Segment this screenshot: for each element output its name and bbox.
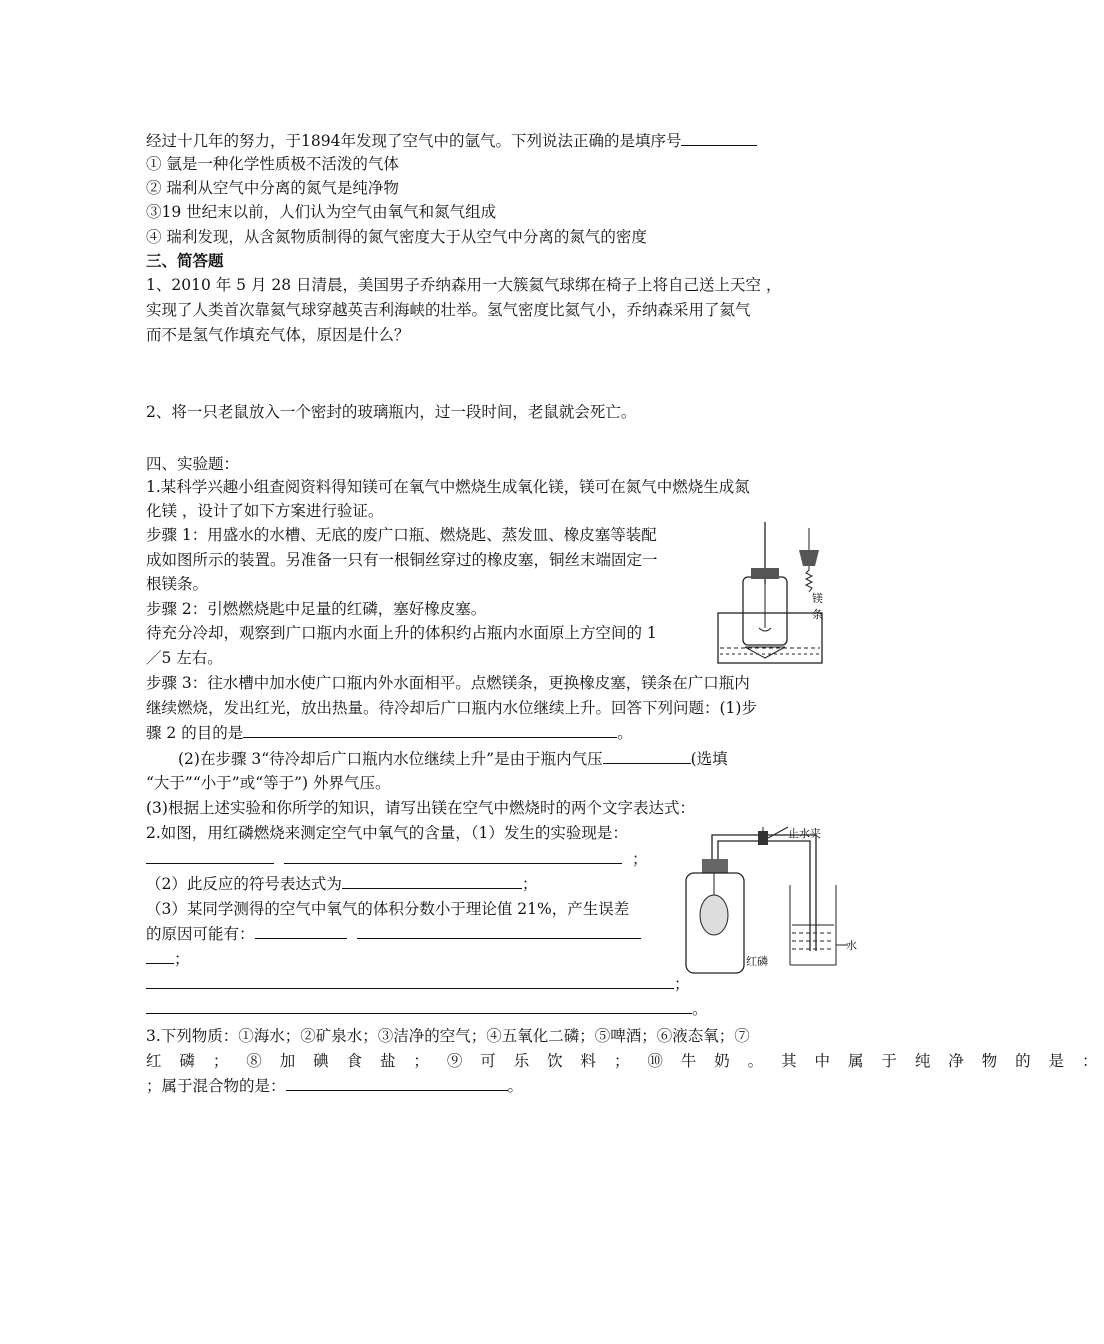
question-line: (3)根据上述实验和你所学的知识，请写出镁在空气中燃烧时的两个文字表达式：: [146, 799, 695, 817]
answer-blank[interactable]: [342, 874, 522, 889]
answer-blank[interactable]: [603, 749, 691, 764]
phosphorus-apparatus-figure: [676, 825, 856, 985]
question-line: ；: [146, 949, 190, 969]
question-line: 骤 2 的目的是 。: [146, 724, 633, 742]
option-3: ③19 世纪末以前，人们认为空气由氧气和氮气组成: [146, 203, 497, 221]
figure-label: 镁条: [812, 592, 823, 621]
answer-blank[interactable]: [146, 849, 274, 864]
question-line: 步骤 3：往水槽中加水使广口瓶内外水面相平。点燃镁条，更换橡皮塞，镁条在广口瓶内: [146, 674, 750, 692]
answer-blank[interactable]: [255, 924, 347, 939]
section-heading: 四、实验题：: [146, 455, 240, 473]
answer-blank[interactable]: [146, 999, 692, 1014]
question-line: 经过十几年的努力，于1894年发现了空气中的氩气。下列说法正确的是填序号: [146, 131, 757, 151]
answer-blank[interactable]: [681, 131, 757, 146]
question-line: 继续燃烧，发出红光，放出热量。待冷却后广口瓶内水位继续上升。回答下列问题：(1)步: [146, 699, 757, 717]
figure-label: 水: [846, 939, 857, 952]
question-line: 2.如图，用红磷燃烧来测定空气中氧气的含量，（1）发生的实验现是：: [146, 824, 628, 842]
question-line: ；属于混合物的是： 。: [146, 1077, 524, 1095]
answer-blank[interactable]: [243, 723, 617, 738]
question-line: ／5 左右。: [146, 649, 223, 667]
option-1: ① 氩是一种化学性质极不活泼的气体: [146, 155, 399, 173]
option-2: ② 瑞利从空气中分离的氮气是纯净物: [146, 179, 399, 197]
question-line: 待充分冷却，观察到广口瓶内水面上升的体积约占瓶内水面原上方空间的 1: [146, 624, 657, 642]
answer-blank[interactable]: [146, 949, 174, 964]
question-line: 红 磷 ； ⑧ 加 碘 食 盐 ； ⑨ 可 乐 饮 料 ； ⑩ 牛 奶 。 其 中 属 于 纯 净 物 的 是 ：: [146, 1052, 1104, 1070]
question-line: ；: [146, 974, 690, 994]
magnesium-apparatus-figure: [715, 520, 827, 670]
question-line: （2）此反应的符号表达式为 ；: [146, 875, 538, 893]
question-line: 步骤 2：引燃燃烧匙中足量的红磷，塞好橡皮塞。: [146, 600, 487, 618]
section-heading: 三、简答题: [146, 251, 224, 270]
option-4: ④ 瑞利发现，从含氮物质制得的氮气密度大于从空气中分离的氮气的密度: [146, 228, 647, 246]
question-line: (2)在步骤 3“待冷却后广口瓶内水位继续上升”是由于瓶内气压 (选填: [178, 750, 728, 768]
question-line: 的原因可能有：: [146, 924, 641, 944]
question-line: 1.某科学兴趣小组查阅资料得知镁可在氧气中燃烧生成氧化镁，镁可在氮气中燃烧生成氮: [146, 478, 750, 496]
question-line: ；: [146, 849, 648, 869]
question-line: 成如图所示的装置。另准备一只有一根铜丝穿过的橡皮塞，铜丝末端固定一: [146, 551, 658, 569]
question-line: “大于”“小于”或“等于”) 外界气压。: [146, 774, 391, 792]
answer-blank[interactable]: [286, 1076, 508, 1091]
question-line: 实现了人类首次靠氦气球穿越英吉利海峡的壮举。氢气密度比氦气小，乔纳森采用了氦气: [146, 301, 751, 319]
answer-blank[interactable]: [146, 974, 674, 989]
question-line: 步骤 1：用盛水的水槽、无底的废广口瓶、燃烧匙、蒸发皿、橡皮塞等装配: [146, 526, 657, 544]
question-line: 根镁条。: [146, 575, 209, 593]
question-line: 1、2010 年 5 月 28 日清晨，美国男子乔纳森用一大簇氦气球绑在椅子上将自己送上天空 ，: [146, 276, 782, 294]
figure-label: 红磷: [746, 955, 768, 968]
question-line: 而不是氢气作填充气体，原因是什么？: [146, 326, 410, 344]
question-line: 化镁 ，设计了如下方案进行验证。: [146, 502, 384, 520]
answer-blank[interactable]: [284, 849, 622, 864]
figure-label: 止水夹: [788, 827, 821, 840]
question-line: （3）某同学测得的空气中氧气的体积分数小于理论值 21%，产生误差: [146, 900, 630, 918]
question-line: 。: [146, 999, 708, 1019]
question-line: 3.下列物质：①海水；②矿泉水；③洁净的空气；④五氧化二磷；⑤啤酒；⑥液态氧；⑦: [146, 1027, 750, 1045]
answer-blank[interactable]: [357, 924, 641, 939]
question-line: 2、将一只老鼠放入一个密封的玻璃瓶内，过一段时间，老鼠就会死亡。: [146, 403, 637, 421]
